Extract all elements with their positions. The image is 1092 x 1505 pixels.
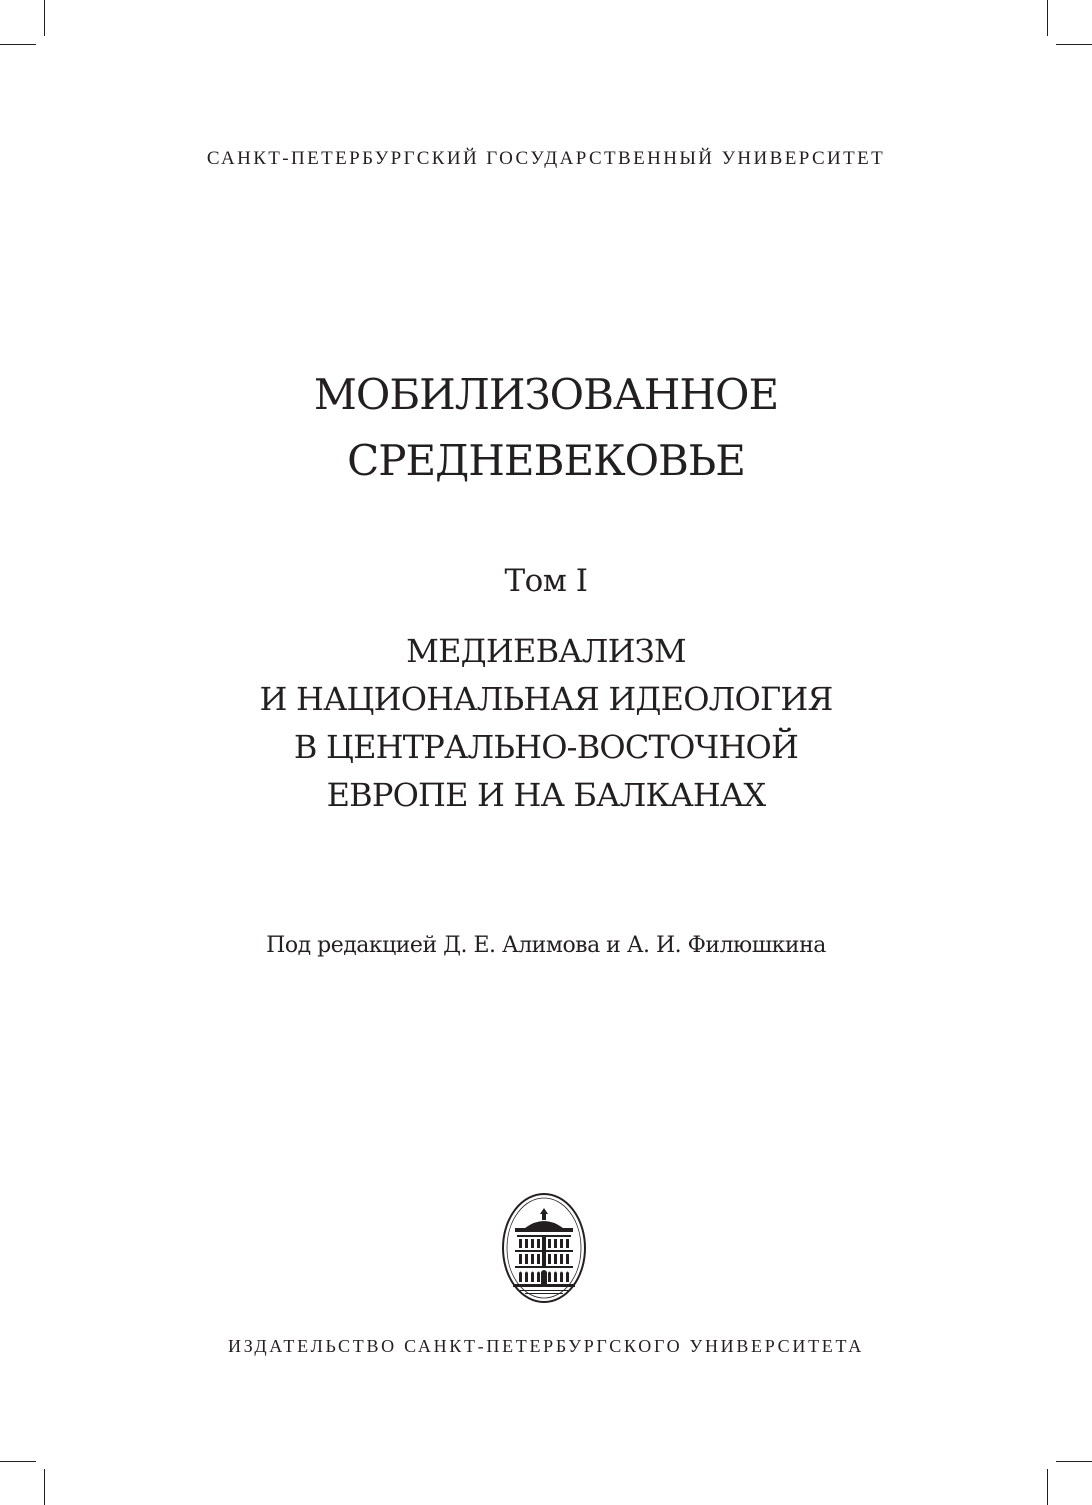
- crop-mark-top-left-horizontal: [0, 44, 36, 45]
- subtitle-line: В ЦЕНТРАЛЬНО-ВОСТОЧНОЙ: [293, 728, 799, 766]
- crop-mark-bottom-right-horizontal: [1056, 1461, 1092, 1462]
- subtitle-line: И НАЦИОНАЛЬНАЯ ИДЕОЛОГИЯ: [259, 680, 833, 718]
- book-title: [0, 362, 1092, 494]
- crop-mark-bottom-left-vertical: [44, 1469, 45, 1505]
- university-name: САНКТ-ПЕТЕРБУРГСКИЙ ГОСУДАРСТВЕННЫЙ УНИВЕРСИТЕТ: [206, 148, 886, 169]
- volume-subtitle: [0, 627, 1092, 819]
- crop-mark-bottom-left-horizontal: [0, 1461, 36, 1462]
- university-building-emblem-icon: [501, 1192, 587, 1304]
- book-title-line: МОБИЛИЗОВАННОЕ: [313, 370, 779, 419]
- crop-mark-top-right-horizontal: [1056, 44, 1092, 45]
- subtitle-line: МЕДИЕВАЛИЗМ: [406, 632, 686, 670]
- subtitle-line: ЕВРОПЕ И НА БАЛКАНАХ: [326, 776, 766, 814]
- crop-mark-top-right-vertical: [1047, 0, 1048, 36]
- publisher-name: ИЗДАТЕЛЬСТВО САНКТ-ПЕТЕРБУРГСКОГО УНИВЕРСИТЕТА: [228, 1336, 864, 1356]
- volume-number: Том I: [504, 563, 588, 599]
- book-title-line: СРЕДНЕВЕКОВЬЕ: [347, 436, 745, 485]
- editors-credit: Под редакцией Д. Е. Алимова и А. И. Филюшкина: [266, 933, 826, 958]
- crop-mark-bottom-right-vertical: [1047, 1469, 1048, 1505]
- crop-mark-top-left-vertical: [44, 0, 45, 36]
